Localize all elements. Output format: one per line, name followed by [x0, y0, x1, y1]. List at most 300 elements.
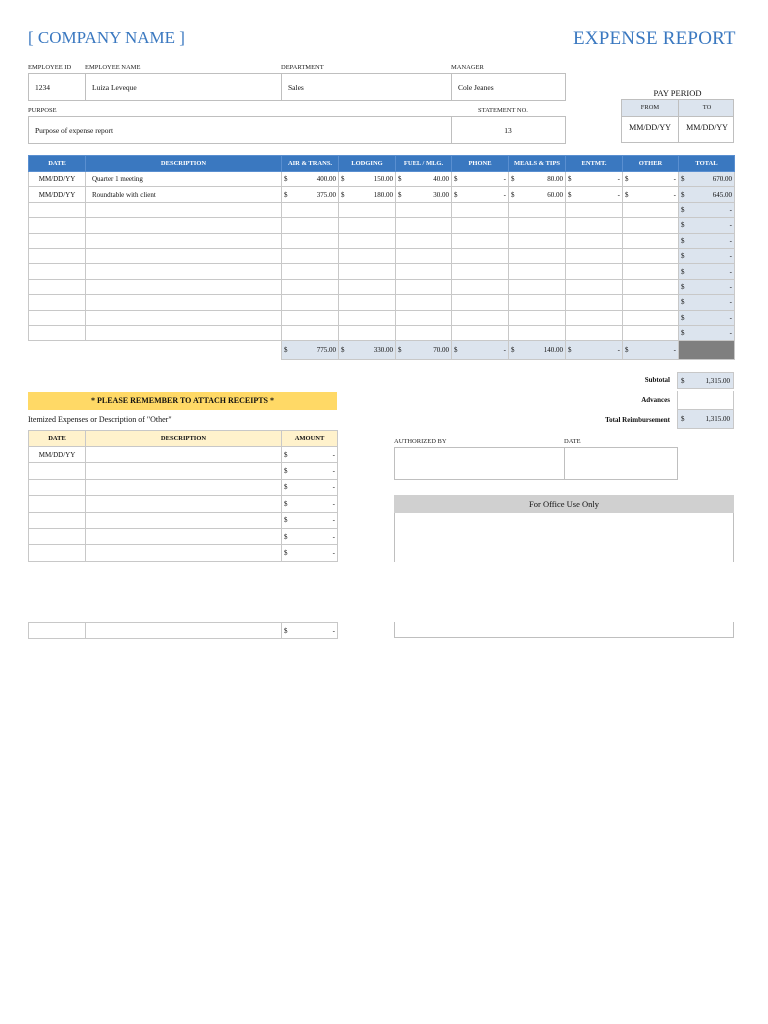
amount-cell[interactable]	[509, 202, 566, 217]
date-cell[interactable]	[29, 279, 86, 294]
amount-cell[interactable]	[623, 248, 679, 263]
amount-cell[interactable]	[566, 248, 623, 263]
itemized-amount: -	[332, 483, 335, 492]
amount-cell[interactable]	[566, 202, 623, 217]
amount-cell[interactable]	[339, 248, 396, 263]
row-total-cell	[679, 295, 735, 310]
advances-label: Advances	[641, 396, 670, 404]
authorized-date-field[interactable]	[565, 448, 677, 479]
amount-cell[interactable]	[339, 264, 396, 279]
itemized-amount: -	[332, 626, 335, 635]
pay-period-header	[621, 99, 734, 117]
office-use-header: For Office Use Only	[394, 495, 734, 513]
amount-value: 330.00	[373, 346, 393, 355]
date-cell[interactable]	[29, 295, 86, 310]
currency-symbol: $	[568, 346, 572, 355]
column-total-cell	[339, 341, 396, 360]
column-header: AIR & TRANS.	[282, 156, 339, 172]
itemized-description-cell[interactable]	[86, 512, 282, 528]
currency-symbol: $	[681, 313, 685, 322]
amount-cell[interactable]	[509, 248, 566, 263]
amount-cell[interactable]	[509, 325, 566, 340]
row-total-cell	[679, 172, 735, 187]
amount-value: -	[617, 175, 620, 184]
amount-cell[interactable]	[339, 202, 396, 217]
column-total-cell	[566, 341, 623, 360]
amount-value: -	[729, 298, 732, 307]
amount-cell[interactable]	[396, 279, 452, 294]
amount-cell[interactable]	[509, 233, 566, 248]
total-reimbursement-amount: 1,315.00	[705, 415, 730, 423]
total-reimbursement-label: Total Reimbursement	[605, 416, 670, 424]
description-cell[interactable]	[86, 233, 282, 248]
itemized-column-header: AMOUNT	[282, 431, 338, 447]
amount-value: -	[729, 313, 732, 322]
itemized-row	[29, 463, 338, 479]
column-header: ENTMT.	[566, 156, 623, 172]
amount-cell[interactable]	[566, 295, 623, 310]
amount-cell[interactable]	[452, 310, 509, 325]
amount-cell[interactable]	[396, 172, 452, 187]
amount-value: -	[729, 329, 732, 338]
date-cell[interactable]	[29, 218, 86, 233]
currency-symbol: $	[681, 175, 685, 184]
currency-symbol: $	[284, 483, 288, 492]
date-cell[interactable]	[29, 202, 86, 217]
manager-label: MANAGER	[451, 64, 484, 71]
itemized-date-cell[interactable]: MM/DD/YY	[29, 447, 86, 463]
amount-cell[interactable]	[396, 295, 452, 310]
itemized-row	[29, 447, 338, 463]
amount-cell[interactable]	[282, 233, 339, 248]
currency-symbol: $	[681, 190, 685, 199]
grand-total-blank	[679, 341, 735, 360]
expense-row	[29, 325, 735, 340]
expense-row	[29, 279, 735, 294]
amount-value: -	[503, 346, 506, 355]
amount-cell[interactable]	[282, 325, 339, 340]
manager-field[interactable]: Cole Jeanes	[458, 82, 494, 92]
amount-cell[interactable]	[339, 218, 396, 233]
amount-cell[interactable]	[509, 172, 566, 187]
amount-cell[interactable]	[566, 264, 623, 279]
currency-symbol: $	[625, 346, 629, 355]
column-total-cell	[452, 341, 509, 360]
amount-value: 150.00	[373, 175, 393, 184]
amount-cell[interactable]	[452, 233, 509, 248]
amount-cell[interactable]	[282, 264, 339, 279]
description-cell[interactable]	[86, 248, 282, 263]
employee-id-field[interactable]: 1234	[35, 82, 50, 92]
itemized-bottom-table	[28, 622, 338, 639]
currency-symbol: $	[681, 415, 685, 423]
column-header: LODGING	[339, 156, 396, 172]
date-cell[interactable]	[29, 310, 86, 325]
amount-value: 400.00	[316, 175, 336, 184]
date-cell[interactable]	[29, 264, 86, 279]
amount-value: -	[729, 236, 732, 245]
itemized-description-cell[interactable]	[86, 496, 282, 512]
currency-symbol: $	[625, 190, 629, 199]
amount-value: -	[673, 190, 676, 199]
subtotal-value	[677, 372, 734, 389]
itemized-description-cell[interactable]	[86, 479, 282, 495]
amount-cell[interactable]	[623, 310, 679, 325]
amount-cell[interactable]	[339, 187, 396, 202]
currency-symbol: $	[681, 282, 685, 291]
column-total-cell	[282, 341, 339, 360]
amount-cell[interactable]	[282, 172, 339, 187]
subtotal-amount: 1,315.00	[705, 376, 730, 385]
row-total-cell	[679, 233, 735, 248]
currency-symbol: $	[454, 175, 458, 184]
date-cell[interactable]	[29, 233, 86, 248]
amount-cell[interactable]	[452, 264, 509, 279]
date-cell[interactable]	[29, 325, 86, 340]
amount-cell[interactable]	[282, 310, 339, 325]
subtotal-label: Subtotal	[644, 376, 670, 384]
itemized-header-row	[29, 431, 338, 447]
amount-cell[interactable]	[566, 218, 623, 233]
itemized-description-cell[interactable]	[86, 545, 282, 561]
itemized-caption: Itemized Expenses or Description of "Other"	[28, 415, 172, 424]
amount-value: -	[617, 190, 620, 199]
amount-value: -	[673, 346, 676, 355]
amount-cell[interactable]	[396, 202, 452, 217]
purpose-row	[28, 116, 566, 144]
amount-cell[interactable]	[396, 310, 452, 325]
amount-cell[interactable]	[339, 172, 396, 187]
itemized-amount: -	[332, 450, 335, 459]
currency-symbol: $	[681, 221, 685, 230]
date-cell[interactable]: MM/DD/YY	[29, 187, 86, 202]
amount-value: 60.00	[547, 190, 563, 199]
pay-period-title: PAY PERIOD	[653, 88, 702, 98]
amount-cell[interactable]	[623, 202, 679, 217]
description-cell[interactable]	[86, 218, 282, 233]
amount-cell[interactable]	[623, 295, 679, 310]
row-total-cell	[679, 310, 735, 325]
amount-cell[interactable]	[396, 233, 452, 248]
amount-value: 645.00	[712, 190, 732, 199]
amount-value: -	[729, 267, 732, 276]
amount-value: -	[673, 175, 676, 184]
currency-symbol: $	[341, 190, 345, 199]
amount-cell[interactable]	[623, 279, 679, 294]
column-header: DESCRIPTION	[86, 156, 282, 172]
amount-cell[interactable]	[566, 233, 623, 248]
currency-symbol: $	[284, 516, 288, 525]
currency-symbol: $	[341, 175, 345, 184]
amount-value: 140.00	[543, 346, 563, 355]
amount-cell[interactable]	[623, 218, 679, 233]
itemized-row	[29, 512, 338, 528]
itemized-amount-cell[interactable]	[282, 528, 338, 544]
currency-symbol: $	[568, 175, 572, 184]
pay-from-label: FROM	[640, 104, 660, 111]
column-totals-row	[29, 341, 735, 360]
row-total-cell	[679, 264, 735, 279]
itemized-amount: -	[332, 516, 335, 525]
currency-symbol: $	[511, 175, 515, 184]
row-total-cell	[679, 248, 735, 263]
currency-symbol: $	[681, 205, 685, 214]
company-name: [ COMPANY NAME ]	[28, 28, 185, 47]
column-header: MEALS & TIPS	[509, 156, 566, 172]
purpose-field[interactable]: Purpose of expense report	[35, 125, 114, 135]
amount-cell[interactable]	[452, 202, 509, 217]
itemized-row	[29, 623, 338, 639]
amount-cell[interactable]	[452, 172, 509, 187]
date-cell[interactable]: MM/DD/YY	[29, 172, 86, 187]
expense-row	[29, 233, 735, 248]
itemized-amount-cell[interactable]	[282, 447, 338, 463]
authorized-box	[394, 447, 678, 480]
amount-cell[interactable]	[452, 325, 509, 340]
expense-row	[29, 248, 735, 263]
itemized-amount-cell[interactable]	[282, 463, 338, 479]
amount-cell[interactable]	[339, 310, 396, 325]
itemized-amount-cell[interactable]	[282, 479, 338, 495]
report-title: EXPENSE REPORT	[573, 28, 736, 49]
amount-cell[interactable]	[339, 279, 396, 294]
expense-table	[28, 155, 735, 360]
itemized-date-cell[interactable]	[29, 463, 86, 479]
itemized-amount-cell[interactable]	[282, 545, 338, 561]
itemized-date-cell[interactable]	[29, 545, 86, 561]
currency-symbol: $	[284, 175, 288, 184]
amount-cell[interactable]	[566, 172, 623, 187]
itemized-amount: -	[332, 499, 335, 508]
amount-cell[interactable]	[396, 218, 452, 233]
column-total-cell	[509, 341, 566, 360]
currency-symbol: $	[284, 532, 288, 541]
amount-cell[interactable]	[339, 325, 396, 340]
currency-symbol: $	[398, 190, 402, 199]
amount-cell[interactable]	[623, 187, 679, 202]
amount-cell[interactable]	[509, 295, 566, 310]
amount-cell[interactable]	[396, 187, 452, 202]
authorized-by-label: AUTHORIZED BY	[394, 438, 447, 445]
pay-period-values	[621, 117, 734, 143]
employee-info-row	[28, 73, 566, 101]
itemized-amount-cell[interactable]	[282, 512, 338, 528]
column-header: PHONE	[452, 156, 509, 172]
amount-cell[interactable]	[452, 279, 509, 294]
itemized-row	[29, 496, 338, 512]
itemized-description-cell[interactable]	[86, 463, 282, 479]
amount-cell[interactable]	[282, 295, 339, 310]
amount-cell[interactable]	[566, 325, 623, 340]
statement-field[interactable]: 13	[504, 125, 512, 135]
amount-value: 670.00	[712, 175, 732, 184]
currency-symbol: $	[284, 549, 288, 558]
row-total-cell	[679, 325, 735, 340]
expense-row	[29, 202, 735, 217]
itemized-date-cell[interactable]	[29, 479, 86, 495]
department-field[interactable]: Sales	[288, 82, 304, 92]
expense-row	[29, 172, 735, 187]
amount-cell[interactable]	[509, 187, 566, 202]
amount-value: 80.00	[547, 175, 563, 184]
amount-cell[interactable]	[623, 264, 679, 279]
amount-value: 375.00	[316, 190, 336, 199]
itemized-amount-cell[interactable]	[282, 496, 338, 512]
currency-symbol: $	[454, 346, 458, 355]
itemized-description-cell[interactable]	[86, 623, 282, 639]
amount-value: -	[729, 205, 732, 214]
currency-symbol: $	[511, 190, 515, 199]
amount-cell[interactable]	[452, 187, 509, 202]
currency-symbol: $	[681, 298, 685, 307]
currency-symbol: $	[398, 346, 402, 355]
amount-value: 70.00	[433, 346, 449, 355]
amount-cell[interactable]	[509, 218, 566, 233]
amount-cell[interactable]	[509, 310, 566, 325]
row-total-cell	[679, 218, 735, 233]
itemized-table	[28, 430, 338, 562]
purpose-label: PURPOSE	[28, 107, 57, 114]
amount-cell[interactable]	[509, 279, 566, 294]
amount-cell[interactable]	[282, 248, 339, 263]
expense-row	[29, 187, 735, 202]
itemized-column-header: DESCRIPTION	[86, 431, 282, 447]
amount-value: 775.00	[316, 346, 336, 355]
expense-row	[29, 310, 735, 325]
itemized-date-cell[interactable]	[29, 496, 86, 512]
itemized-amount: -	[332, 467, 335, 476]
amount-cell[interactable]	[339, 233, 396, 248]
expense-header-row	[29, 156, 735, 172]
currency-symbol: $	[511, 346, 515, 355]
currency-symbol: $	[284, 346, 288, 355]
amount-cell[interactable]	[339, 295, 396, 310]
amount-cell[interactable]	[452, 248, 509, 263]
currency-symbol: $	[681, 267, 685, 276]
currency-symbol: $	[625, 175, 629, 184]
amount-cell[interactable]	[282, 279, 339, 294]
authorized-by-field[interactable]	[395, 448, 564, 479]
amount-cell[interactable]	[623, 325, 679, 340]
expense-row	[29, 218, 735, 233]
amount-cell[interactable]	[566, 187, 623, 202]
amount-cell[interactable]	[282, 202, 339, 217]
column-header: OTHER	[623, 156, 679, 172]
expense-row	[29, 264, 735, 279]
employee-name-label: EMPLOYEE NAME	[85, 64, 141, 71]
column-header: FUEL / MLG.	[396, 156, 452, 172]
amount-value: -	[503, 175, 506, 184]
currency-symbol: $	[284, 450, 288, 459]
description-cell[interactable]	[86, 264, 282, 279]
description-cell[interactable]	[86, 279, 282, 294]
department-label: DEPARTMENT	[281, 64, 324, 71]
itemized-date-cell[interactable]	[29, 512, 86, 528]
authorized-date-label: DATE	[564, 438, 581, 445]
itemized-column-header: DATE	[29, 431, 86, 447]
currency-symbol: $	[398, 175, 402, 184]
amount-cell[interactable]	[623, 172, 679, 187]
itemized-amount: -	[332, 532, 335, 541]
row-total-cell	[679, 279, 735, 294]
row-total-cell	[679, 187, 735, 202]
amount-cell[interactable]	[282, 218, 339, 233]
amount-cell[interactable]	[566, 310, 623, 325]
currency-symbol: $	[284, 499, 288, 508]
itemized-description-cell[interactable]	[86, 528, 282, 544]
column-header: DATE	[29, 156, 86, 172]
description-cell[interactable]	[86, 295, 282, 310]
currency-symbol: $	[284, 190, 288, 199]
amount-value: 40.00	[433, 175, 449, 184]
description-cell[interactable]	[86, 202, 282, 217]
date-cell[interactable]	[29, 248, 86, 263]
employee-name-field[interactable]: Luiza Leveque	[92, 82, 137, 92]
pay-to-label: TO	[702, 104, 712, 111]
pay-to-field[interactable]: MM/DD/YY	[686, 123, 728, 132]
currency-symbol: $	[681, 329, 685, 338]
itemized-date-cell[interactable]	[29, 623, 86, 639]
office-use-area[interactable]	[394, 513, 734, 562]
amount-cell[interactable]	[396, 325, 452, 340]
itemized-date-cell[interactable]	[29, 528, 86, 544]
amount-cell[interactable]	[282, 187, 339, 202]
amount-cell[interactable]	[566, 279, 623, 294]
expense-row	[29, 295, 735, 310]
currency-symbol: $	[681, 376, 685, 385]
row-total-cell	[679, 202, 735, 217]
description-cell[interactable]: Roundtable with client	[86, 187, 282, 202]
column-header: TOTAL	[679, 156, 735, 172]
description-cell[interactable]	[86, 325, 282, 340]
amount-value: -	[729, 252, 732, 261]
currency-symbol: $	[681, 252, 685, 261]
advances-field[interactable]	[677, 391, 734, 410]
description-cell[interactable]	[86, 310, 282, 325]
amount-value: -	[729, 221, 732, 230]
itemized-row	[29, 479, 338, 495]
currency-symbol: $	[681, 236, 685, 245]
currency-symbol: $	[568, 190, 572, 199]
itemized-description-cell[interactable]	[86, 447, 282, 463]
itemized-row	[29, 528, 338, 544]
amount-cell[interactable]	[452, 295, 509, 310]
amount-cell[interactable]	[396, 248, 452, 263]
amount-value: -	[729, 282, 732, 291]
amount-cell[interactable]	[452, 218, 509, 233]
amount-cell[interactable]	[396, 264, 452, 279]
employee-id-label: EMPLOYEE ID	[28, 64, 72, 71]
column-total-cell	[396, 341, 452, 360]
amount-value: -	[503, 190, 506, 199]
itemized-amount-cell[interactable]	[282, 623, 338, 639]
amount-value: -	[617, 346, 620, 355]
currency-symbol: $	[454, 190, 458, 199]
itemized-amount: -	[332, 549, 335, 558]
office-use-area-bottom[interactable]	[394, 622, 734, 638]
receipts-banner: * PLEASE REMEMBER TO ATTACH RECEIPTS *	[28, 392, 337, 410]
currency-symbol: $	[341, 346, 345, 355]
pay-from-field[interactable]: MM/DD/YY	[629, 123, 671, 132]
description-cell[interactable]: Quarter 1 meeting	[86, 172, 282, 187]
amount-cell[interactable]	[623, 233, 679, 248]
amount-value: 30.00	[433, 190, 449, 199]
amount-cell[interactable]	[509, 264, 566, 279]
amount-value: 180.00	[373, 190, 393, 199]
total-reimbursement-value	[677, 410, 734, 429]
statement-label: STATEMENT NO.	[478, 107, 528, 114]
currency-symbol: $	[284, 467, 288, 476]
